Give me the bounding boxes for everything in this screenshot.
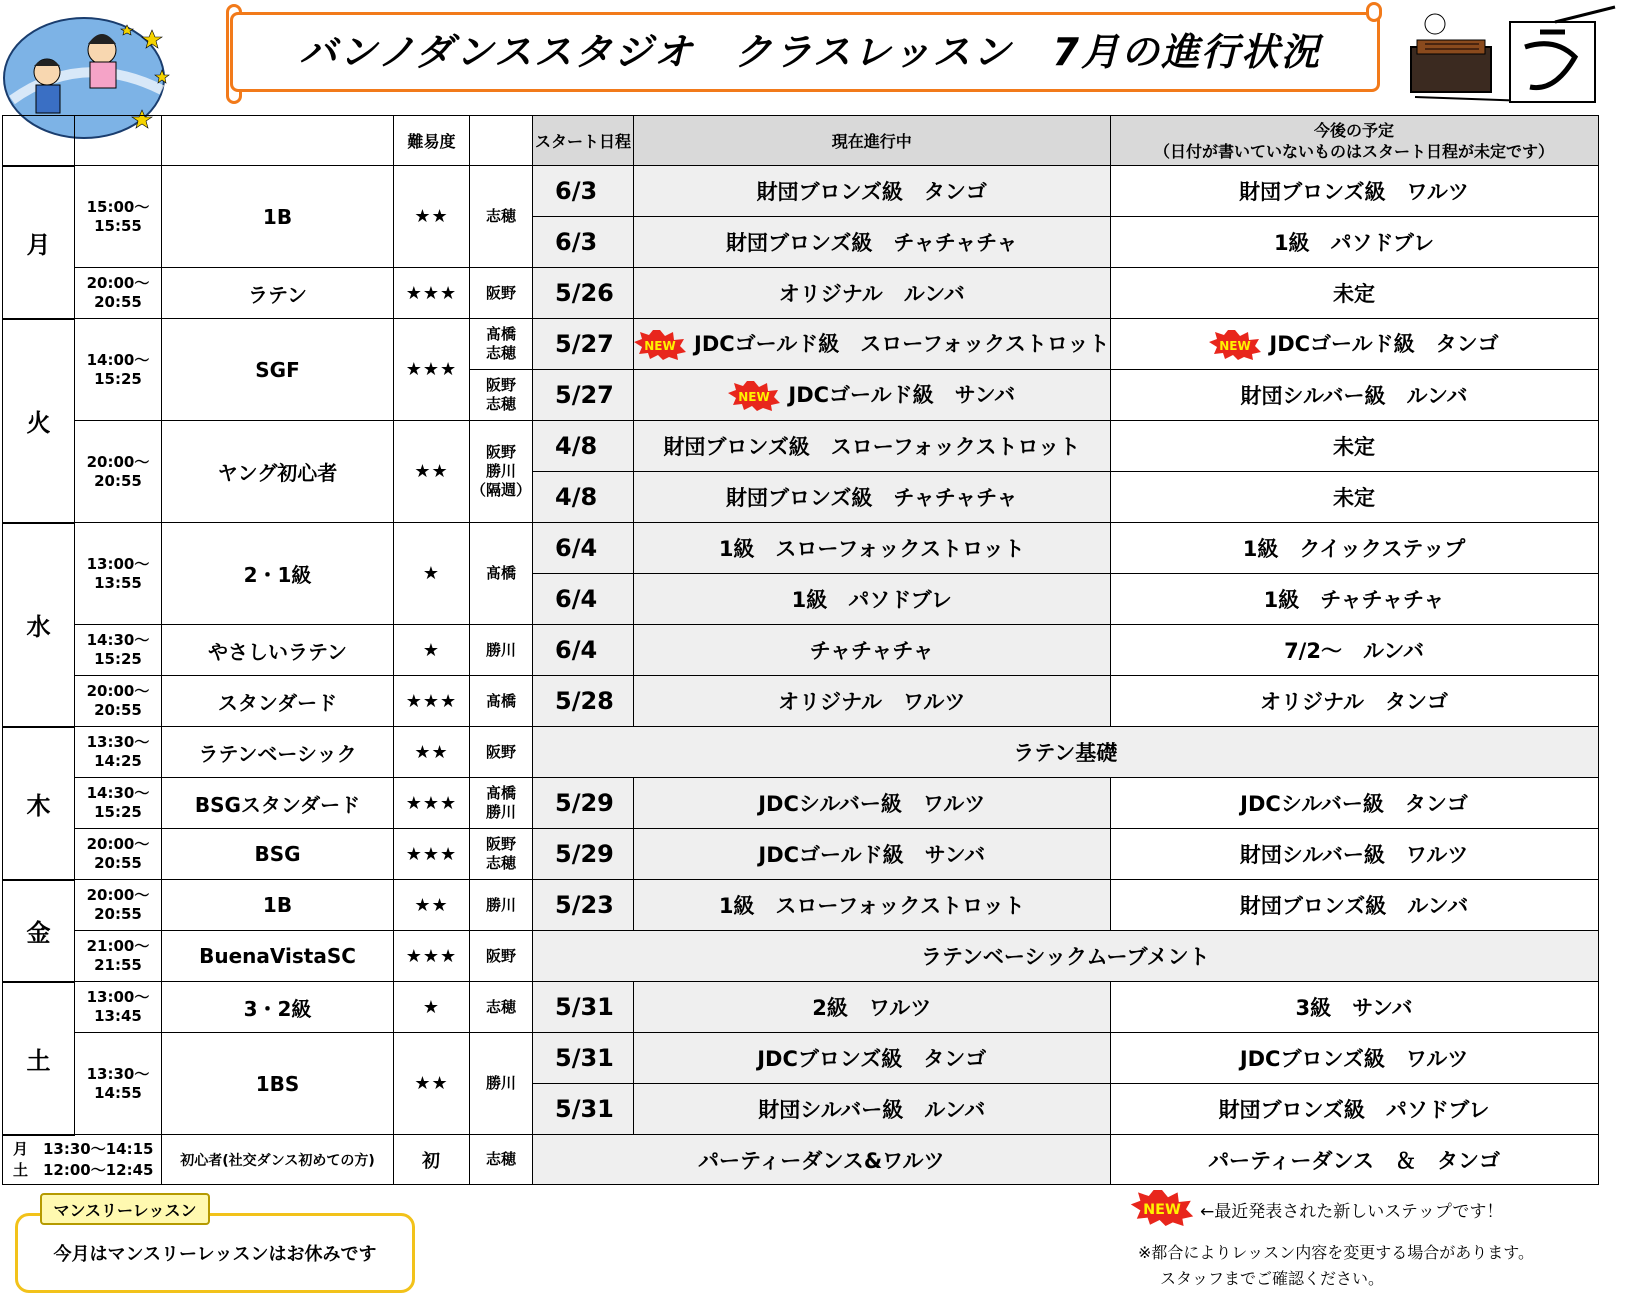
- future-lesson: 財団ブロンズ級 ワルツ: [1110, 166, 1598, 217]
- future-lesson: 財団シルバー級 ルンバ: [1110, 370, 1598, 421]
- time-cell: 13:30～ 14:25: [75, 727, 162, 778]
- table-row: [3, 982, 1599, 1033]
- start-date: 5/31: [533, 982, 634, 1033]
- start-date: 5/27: [533, 319, 634, 370]
- current-lesson: 財団ブロンズ級 チャチャチャ: [634, 217, 1111, 268]
- table-row: [3, 727, 1599, 778]
- difficulty: ★: [394, 625, 470, 676]
- current-lesson: JDCブロンズ級 タンゴ: [634, 1033, 1111, 1084]
- start-date: 5/31: [533, 1033, 634, 1084]
- instructor: 阪野 志穂: [470, 829, 533, 880]
- future-lesson: 1級 チャチャチャ: [1110, 574, 1598, 625]
- future-lesson: 3級 サンバ: [1110, 982, 1598, 1033]
- instructor: 勝川: [470, 880, 533, 931]
- svg-text:NEW: NEW: [1143, 1202, 1181, 1218]
- schedule-table: [2, 115, 1599, 1185]
- day-wednesday: 水: [3, 523, 75, 727]
- instructor: 阪野: [470, 931, 533, 982]
- class-name: SGF: [162, 319, 394, 421]
- time-cell: 13:30～ 14:55: [75, 1033, 162, 1135]
- difficulty: ★★★: [394, 676, 470, 727]
- future-lesson: JDCブロンズ級 ワルツ: [1110, 1033, 1598, 1084]
- start-date: 4/8: [533, 472, 634, 523]
- current-lesson: 財団ブロンズ級 タンゴ: [634, 166, 1111, 217]
- time-cell: 13:00～ 13:55: [75, 523, 162, 625]
- start-date: 5/23: [533, 880, 634, 931]
- table-row: [3, 319, 1599, 370]
- new-badge-legend: ←最近発表された新しいステップです！: [1200, 1202, 1504, 1222]
- current-lesson: 財団ブロンズ級 チャチャチャ: [634, 472, 1111, 523]
- instructor: 髙橋: [470, 523, 533, 625]
- note-line-2: スタッフまでご確認ください。: [1160, 1269, 1385, 1288]
- class-name: ラテンベーシック: [162, 727, 394, 778]
- difficulty: ★★: [394, 421, 470, 523]
- current-lesson: 1級 スローフォックストロット: [634, 880, 1111, 931]
- instructor: 阪野 勝川 （隔週）: [470, 421, 533, 523]
- start-date: 5/28: [533, 676, 634, 727]
- svg-text:NEW: NEW: [644, 339, 676, 353]
- instructor: 志穂: [470, 166, 533, 268]
- table-row: [3, 676, 1599, 727]
- table-row: [3, 1033, 1599, 1084]
- difficulty: ★★: [394, 727, 470, 778]
- future-lesson: JDCシルバー級 タンゴ: [1110, 778, 1598, 829]
- instructor: 髙橋: [470, 676, 533, 727]
- time-cell: 20:00～ 20:55: [75, 829, 162, 880]
- class-name: 初心者(社交ダンス初めての方): [162, 1135, 394, 1185]
- current-lesson: JDCゴールド級 サンバ: [634, 829, 1111, 880]
- table-row: [3, 778, 1599, 829]
- current-lesson: オリジナル ルンバ: [634, 268, 1111, 319]
- time-cell: 13:00～ 13:45: [75, 982, 162, 1033]
- instructor: 勝川: [470, 625, 533, 676]
- difficulty: ★★★: [394, 931, 470, 982]
- future-lesson: 未定: [1110, 268, 1598, 319]
- class-name: 2・1級: [162, 523, 394, 625]
- table-row: [3, 1135, 1599, 1185]
- table-row: [3, 931, 1599, 982]
- difficulty: ★★★: [394, 268, 470, 319]
- table-row: [3, 880, 1599, 931]
- start-date: 6/4: [533, 574, 634, 625]
- instructor: 阪野: [470, 727, 533, 778]
- future-lesson: 財団シルバー級 ワルツ: [1110, 829, 1598, 880]
- header-future: 今後の予定 （日付が書いていないものはスタート日程が未定です）: [1110, 116, 1598, 166]
- start-date: 6/4: [533, 523, 634, 574]
- instructor: 阪野 志穂: [470, 370, 533, 421]
- class-name: やさしいラテン: [162, 625, 394, 676]
- start-date: 6/3: [533, 166, 634, 217]
- start-date: 6/3: [533, 217, 634, 268]
- class-name: スタンダード: [162, 676, 394, 727]
- instructor: 志穂: [470, 982, 533, 1033]
- table-row: [3, 166, 1599, 217]
- future-lesson: 7/2～ ルンバ: [1110, 625, 1598, 676]
- start-date: 5/29: [533, 829, 634, 880]
- merged-lesson: ラテン基礎: [533, 727, 1599, 778]
- time-cell: 20:00～ 20:55: [75, 268, 162, 319]
- table-row: [3, 268, 1599, 319]
- new-badge-icon: [1209, 330, 1261, 360]
- current-lesson: パーティーダンス&ワルツ: [533, 1135, 1111, 1185]
- unagi-illustration: [1405, 2, 1625, 112]
- svg-text:NEW: NEW: [738, 390, 771, 404]
- new-badge-icon: [634, 330, 686, 360]
- future-lesson: 未定: [1110, 472, 1598, 523]
- new-badge-icon: [728, 381, 780, 411]
- header-row: [3, 116, 1599, 166]
- future-lesson: 1級 パソドブレ: [1110, 217, 1598, 268]
- difficulty: ★★: [394, 880, 470, 931]
- future-lesson: パーティーダンス ＆ タンゴ: [1110, 1135, 1598, 1185]
- new-badge-icon: [1130, 1190, 1194, 1230]
- table-row: [3, 421, 1599, 472]
- class-name: BuenaVistaSC: [162, 931, 394, 982]
- difficulty: ★: [394, 523, 470, 625]
- day-saturday: 土: [3, 982, 75, 1135]
- current-lesson: チャチャチャ: [634, 625, 1111, 676]
- time-cell: 15:00～ 15:55: [75, 166, 162, 268]
- future-lesson: オリジナル タンゴ: [1110, 676, 1598, 727]
- time-cell: 20:00～ 20:55: [75, 880, 162, 931]
- time-cell: 20:00～ 20:55: [75, 421, 162, 523]
- header-difficulty: 難易度: [394, 116, 470, 166]
- future-lesson: 財団ブロンズ級 ルンバ: [1110, 880, 1598, 931]
- table-row: [3, 523, 1599, 574]
- header-start: スタート日程: [533, 116, 634, 166]
- future-lesson: NEW JDCゴールド級 タンゴ: [1110, 319, 1598, 370]
- time-cell: 21:00～ 21:55: [75, 931, 162, 982]
- current-lesson: 1級 パソドブレ: [634, 574, 1111, 625]
- start-date: 5/26: [533, 268, 634, 319]
- table-row: [3, 829, 1599, 880]
- current-lesson: NEW JDCゴールド級 スローフォックストロット: [634, 319, 1111, 370]
- instructor: 髙橋 勝川: [470, 778, 533, 829]
- start-date: 5/29: [533, 778, 634, 829]
- start-date: 5/27: [533, 370, 634, 421]
- time-cell: 14:30～ 15:25: [75, 778, 162, 829]
- page-title: バンノダンススタジオ クラスレッスン 7月の進行状況: [299, 30, 1321, 74]
- instructor: 阪野: [470, 268, 533, 319]
- day-thursday: 木: [3, 727, 75, 880]
- time-cell: 14:30～ 15:25: [75, 625, 162, 676]
- class-name: BSG: [162, 829, 394, 880]
- current-lesson: オリジナル ワルツ: [634, 676, 1111, 727]
- current-lesson: 財団シルバー級 ルンバ: [634, 1084, 1111, 1135]
- difficulty: ★★★: [394, 778, 470, 829]
- future-lesson: 1級 クイックステップ: [1110, 523, 1598, 574]
- beginner-schedule: 月 13:30～14:15 土 12:00～12:45: [3, 1135, 162, 1185]
- instructor: 髙橋 志穂: [470, 319, 533, 370]
- monthly-lesson-text: 今月はマンスリーレッスンはお休みです: [53, 1244, 377, 1265]
- class-name: ヤング初心者: [162, 421, 394, 523]
- current-lesson: NEW JDCゴールド級 サンバ: [634, 370, 1111, 421]
- header-current: 現在進行中: [634, 116, 1111, 166]
- class-name: 1B: [162, 166, 394, 268]
- current-lesson: 財団ブロンズ級 スローフォックストロット: [634, 421, 1111, 472]
- future-lesson: 財団ブロンズ級 パソドブレ: [1110, 1084, 1598, 1135]
- time-cell: 20:00～ 20:55: [75, 676, 162, 727]
- difficulty: 初: [394, 1135, 470, 1185]
- difficulty: ★: [394, 982, 470, 1033]
- time-cell: 14:00～ 15:25: [75, 319, 162, 421]
- svg-text:NEW: NEW: [1219, 339, 1252, 353]
- instructor: 志穂: [470, 1135, 533, 1185]
- current-lesson: 2級 ワルツ: [634, 982, 1111, 1033]
- difficulty: ★★: [394, 166, 470, 268]
- current-lesson: 1級 スローフォックストロット: [634, 523, 1111, 574]
- note-line-1: ※都合によりレッスン内容を変更する場合があります。: [1138, 1243, 1534, 1262]
- start-date: 5/31: [533, 1084, 634, 1135]
- day-friday: 金: [3, 880, 75, 982]
- start-date: 4/8: [533, 421, 634, 472]
- current-lesson: JDCシルバー級 ワルツ: [634, 778, 1111, 829]
- future-lesson: 未定: [1110, 421, 1598, 472]
- class-name: 1B: [162, 880, 394, 931]
- start-date: 6/4: [533, 625, 634, 676]
- day-tuesday: 火: [3, 319, 75, 523]
- class-name: 3・2級: [162, 982, 394, 1033]
- class-name: BSGスタンダード: [162, 778, 394, 829]
- class-name: 1BS: [162, 1033, 394, 1135]
- class-name: ラテン: [162, 268, 394, 319]
- table-row: [3, 625, 1599, 676]
- instructor: 勝川: [470, 1033, 533, 1135]
- difficulty: ★★★: [394, 319, 470, 421]
- day-monday: 月: [3, 166, 75, 319]
- difficulty: ★★: [394, 1033, 470, 1135]
- difficulty: ★★★: [394, 829, 470, 880]
- monthly-lesson-tag: マンスリーレッスン: [40, 1193, 210, 1225]
- merged-lesson: ラテンベーシックムーブメント: [533, 931, 1599, 982]
